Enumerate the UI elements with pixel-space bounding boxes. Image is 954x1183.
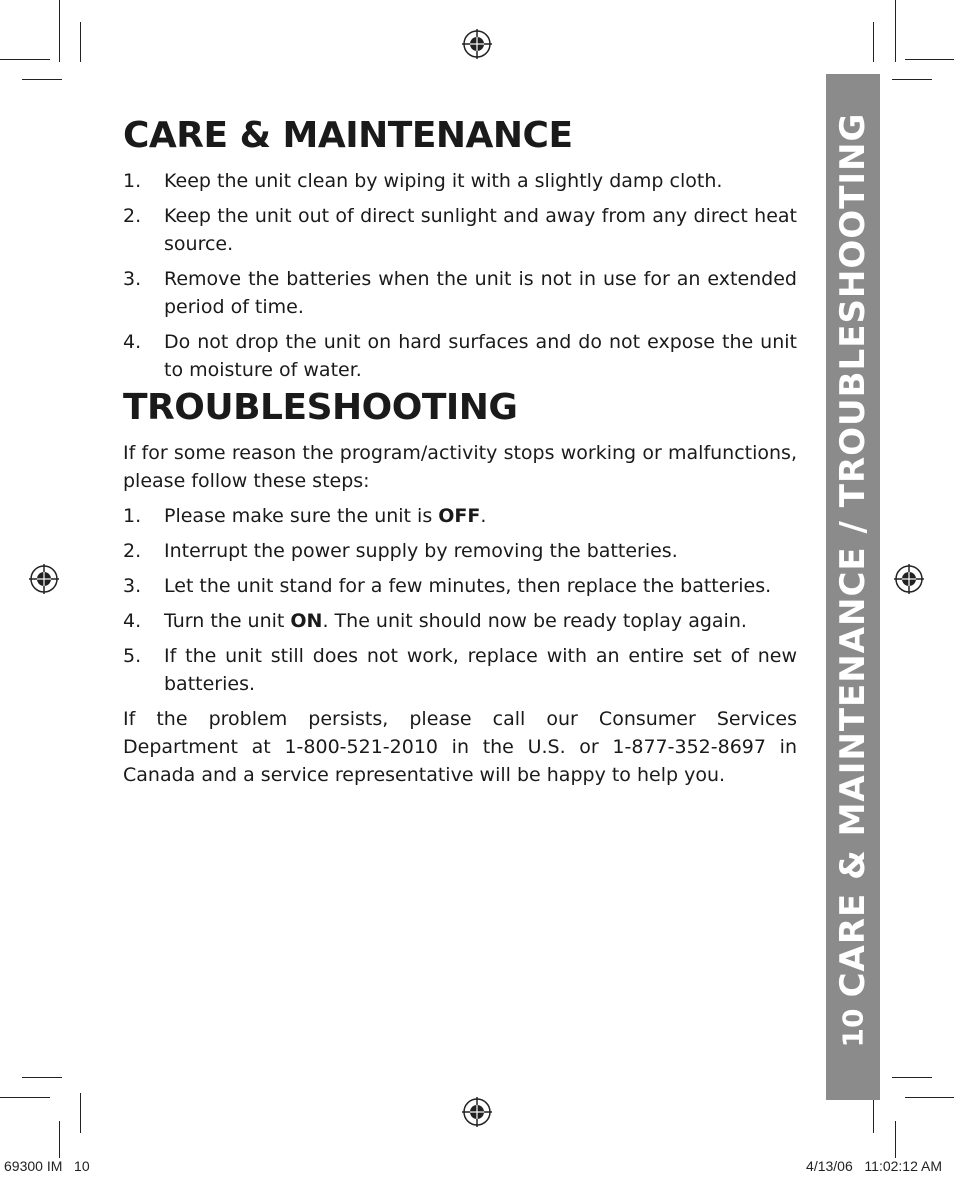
crop-mark xyxy=(80,1093,81,1133)
item-text-end: . xyxy=(480,505,487,527)
list-item xyxy=(123,607,797,635)
crop-mark xyxy=(892,1077,932,1078)
list-item xyxy=(123,642,797,698)
item-number: 4. xyxy=(123,331,142,353)
item-text: Keep the unit out of direct sunlight and away from any direct heat source. xyxy=(164,205,797,255)
item-number: 1. xyxy=(123,505,142,527)
item-text: Please make sure the unit is xyxy=(164,505,439,527)
care-heading: CARE & MAINTENANCE xyxy=(123,115,573,156)
item-text: Let the unit stand for a few minutes, then replace the batteries. xyxy=(164,575,772,597)
list-item xyxy=(123,572,797,600)
troubleshooting-intro: If for some reason the program/activity stops working or malfunctions, please follow these steps: xyxy=(123,442,797,492)
item-number: 1. xyxy=(123,170,142,192)
registration-mark-icon xyxy=(462,1097,492,1127)
side-tab-title: CARE & MAINTENANCE / TROUBLESHOOTING xyxy=(833,112,873,998)
item-text: If the unit still does not work, replace with an entire set of new batteries. xyxy=(164,645,797,695)
crop-mark xyxy=(80,22,81,62)
crop-mark xyxy=(59,0,60,62)
print-slug-left: 69300 IM 10 xyxy=(4,1158,90,1174)
item-number: 2. xyxy=(123,205,142,227)
crop-mark xyxy=(873,22,874,62)
print-slug-right: 4/13/06 11:02:12 AM xyxy=(806,1158,942,1174)
crop-mark xyxy=(0,1097,50,1098)
item-number: 4. xyxy=(123,610,142,632)
item-text-end: . The unit should now be ready toplay again. xyxy=(322,610,747,632)
crop-mark xyxy=(22,79,62,80)
list-item xyxy=(123,328,797,384)
list-item xyxy=(123,167,797,195)
item-text: Interrupt the power supply by removing the batteries. xyxy=(164,540,678,562)
crop-mark xyxy=(895,0,896,62)
crop-mark xyxy=(0,59,50,60)
registration-mark-icon xyxy=(894,564,924,594)
item-number: 5. xyxy=(123,645,142,667)
item-number: 3. xyxy=(123,268,142,290)
off-emphasis: OFF xyxy=(438,505,481,527)
care-list xyxy=(123,167,797,384)
main-content xyxy=(123,112,797,789)
crop-mark xyxy=(59,1121,60,1158)
crop-mark xyxy=(22,1077,62,1078)
troubleshooting-list xyxy=(123,502,797,698)
list-item xyxy=(123,502,797,530)
item-number: 2. xyxy=(123,540,142,562)
registration-mark-icon xyxy=(29,564,59,594)
crop-mark xyxy=(892,79,932,80)
list-item xyxy=(123,537,797,565)
item-text: Turn the unit xyxy=(164,610,291,632)
list-item xyxy=(123,202,797,258)
crop-mark xyxy=(905,1097,954,1098)
crop-mark xyxy=(905,59,954,60)
list-item xyxy=(123,265,797,321)
item-text: Remove the batteries when the unit is not in use for an extended period of time. xyxy=(164,268,797,318)
page-number: 10 xyxy=(836,1008,870,1048)
item-text: Do not drop the unit on hard surfaces and do not expose the unit to moisture of water. xyxy=(164,331,797,381)
on-emphasis: ON xyxy=(290,610,323,632)
registration-mark-icon xyxy=(462,29,492,59)
closing-paragraph: If the problem persists, please call our Consumer Services Department at 1-800-521-2010 in the U.S. or 1-877-352-8697 in Canada and a service representative will be happy to help you. xyxy=(123,708,797,786)
item-number: 3. xyxy=(123,575,142,597)
troubleshooting-heading: TROUBLESHOOTING xyxy=(123,387,518,428)
crop-mark xyxy=(895,1121,896,1158)
item-text: Keep the unit clean by wiping it with a slightly damp cloth. xyxy=(164,170,723,192)
